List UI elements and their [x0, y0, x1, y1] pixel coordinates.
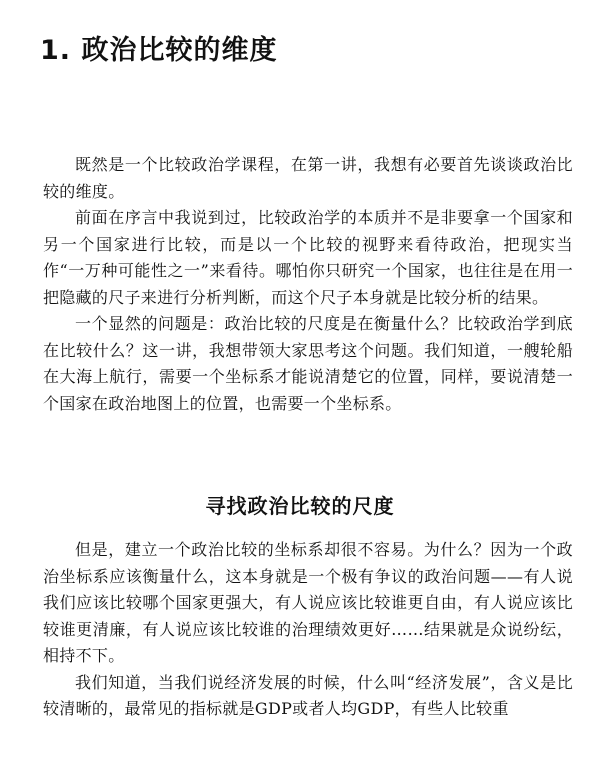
paragraph: 我们知道，当我们说经济发展的时候，什么叫“经济发展”，含义是比较清晰的，最常见的指标就是GDP或者人均GDP，有些人比较重 — [43, 672, 573, 718]
paragraph: 前面在序言中我说到过，比较政治学的本质并不是非要拿一个国家和另一个国家进行比较，而是以一个比较的视野来看待政治，把现实当作“一万种可能性之一”来看待。哪怕你只研究一个国家，也往往是在用一把隐藏的尺子来进行分析判断，而这个尺子本身就是比较分析的结果。 — [43, 208, 573, 307]
chapter-title: 1. 政治比较的维度 — [40, 35, 278, 66]
intro-text — [43, 152, 573, 417]
section-heading: 寻找政治比较的尺度 — [205, 494, 395, 518]
section-text — [43, 537, 573, 723]
paragraph: 既然是一个比较政治学课程，在第一讲，我想有必要首先谈谈政治比较的维度。 — [43, 155, 573, 201]
paragraph: 一个显然的问题是：政治比较的尺度是在衡量什么？比较政治学到底在比较什么？这一讲，我想带领大家思考这个问题。我们知道，一艘轮船在大海上航行，需要一个坐标系才能说清楚它的位置，同样，要说清楚一个国家在政治地图上的位置，也需要一个坐标系。 — [43, 314, 573, 413]
paragraph: 但是，建立一个政治比较的坐标系却很不容易。为什么？因为一个政治坐标系应该衡量什么，这本身就是一个极有争议的政治问题——有人说我们应该比较哪个国家更强大，有人说应该比较谁更自由，有人说应该比较谁更清廉，有人说应该比较谁的治理绩效更好……结果就是众说纷纭，相持不下。 — [43, 540, 573, 665]
